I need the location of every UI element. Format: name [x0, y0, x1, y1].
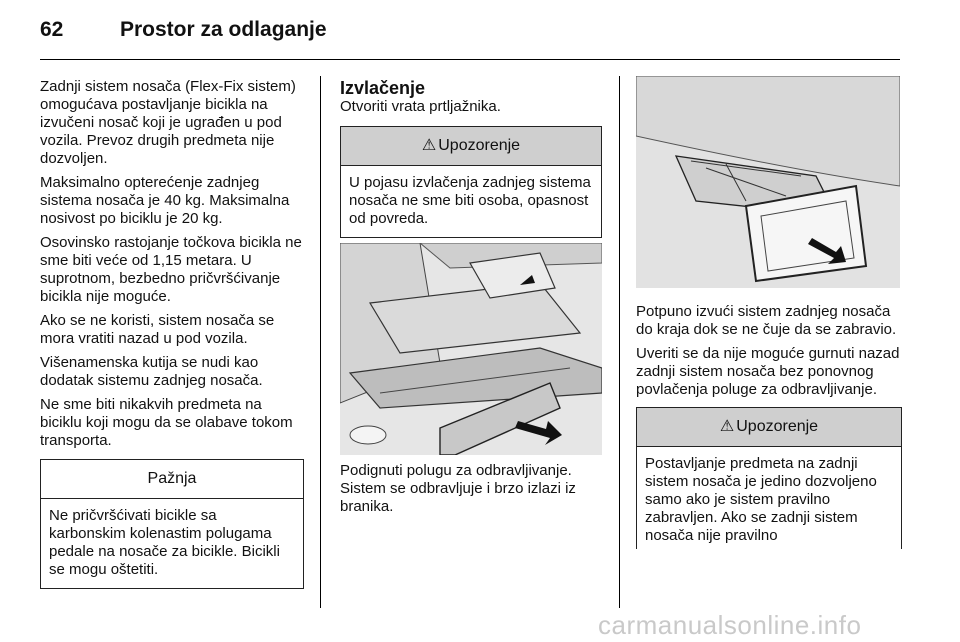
column-divider-2 — [619, 76, 620, 608]
paragraph: Zadnji sistem nosača (Flex-Fix sistem) omogućava postavljanje bicikla na izvučeni nosač koji je ugrađen u pod vozila. Prevoz drugih predmeta nije dozvoljen. — [40, 78, 296, 167]
trunk-release-lever-illustration — [340, 243, 602, 455]
paragraph: Maksimalno opterećenje zadnjeg sistema nosača je 40 kg. Maksimalna nosivost po biciklu je 20 kg. — [40, 174, 290, 227]
warning-triangle-icon: ⚠ — [719, 418, 735, 435]
carrier-extended-illustration — [636, 76, 900, 288]
paragraph: Uveriti se da nije moguće gurnuti nazad zadnji sistem nosača bez ponovnog povlačenja poluge za odbravljivanje. — [636, 345, 900, 398]
figure-caption: Podignuti polugu za odbravljivanje. Sistem se odbravljuje i brzo izlazi iz branika. — [340, 462, 576, 515]
paragraph: Osovinsko rastojanje točkova bicikla ne sme biti veće od 1,15 metara. U suprotnom, bezbedno pričvršćivanje bicikla nije moguće. — [40, 234, 302, 305]
warning-text: U pojasu izvlačenja zadnjeg sistema nosača ne sme biti osoba, opasnost od povreda. — [349, 174, 591, 227]
paragraph: Ako se ne koristi, sistem nosača se mora vratiti nazad u pod vozila. — [40, 312, 275, 347]
warning-header — [341, 127, 601, 166]
column-1 — [40, 78, 304, 589]
page-title: Prostor za odlaganje — [120, 18, 327, 41]
header-divider — [40, 59, 900, 60]
caution-box — [40, 459, 304, 589]
warning-header — [637, 408, 901, 447]
watermark: carmanualsonline.info — [598, 610, 862, 640]
warning-text: Postavljanje predmeta na zadnji sistem nosača je jedino dozvoljeno samo ako je sistem pravilno zabravljen. Ako se zadnji sistem nosača nije pravilno — [645, 455, 877, 544]
warning-triangle-icon: ⚠ — [421, 137, 437, 154]
paragraph: Višenamenska kutija se nudi kao dodatak sistemu zadnjeg nosača. — [40, 354, 263, 389]
paragraph: Potpuno izvući sistem zadnjeg nosača do kraja dok se ne čuje da se zabravio. — [636, 303, 897, 338]
caution-title: Pažnja — [41, 460, 303, 499]
warning-title: Upozorenje — [736, 418, 819, 435]
warning-box-continued — [636, 407, 902, 549]
warning-box — [340, 126, 602, 238]
warning-title: Upozorenje — [438, 137, 521, 154]
column-divider-1 — [320, 76, 321, 608]
column-3 — [636, 303, 902, 549]
paragraph: Ne sme biti nikakvih predmeta na biciklu koji mogu da se olabave tokom transporta. — [40, 396, 293, 449]
section-heading: Izvlačenje — [340, 78, 426, 98]
page-number: 62 — [40, 18, 64, 41]
caution-text: Ne pričvršćivati bicikle sa karbonskim kolenastim polugama pedale na nosače za bicikle. Bicikli se mogu oštetiti. — [49, 507, 280, 578]
intro-text: Otvoriti vrata prtljažnika. — [340, 98, 501, 115]
